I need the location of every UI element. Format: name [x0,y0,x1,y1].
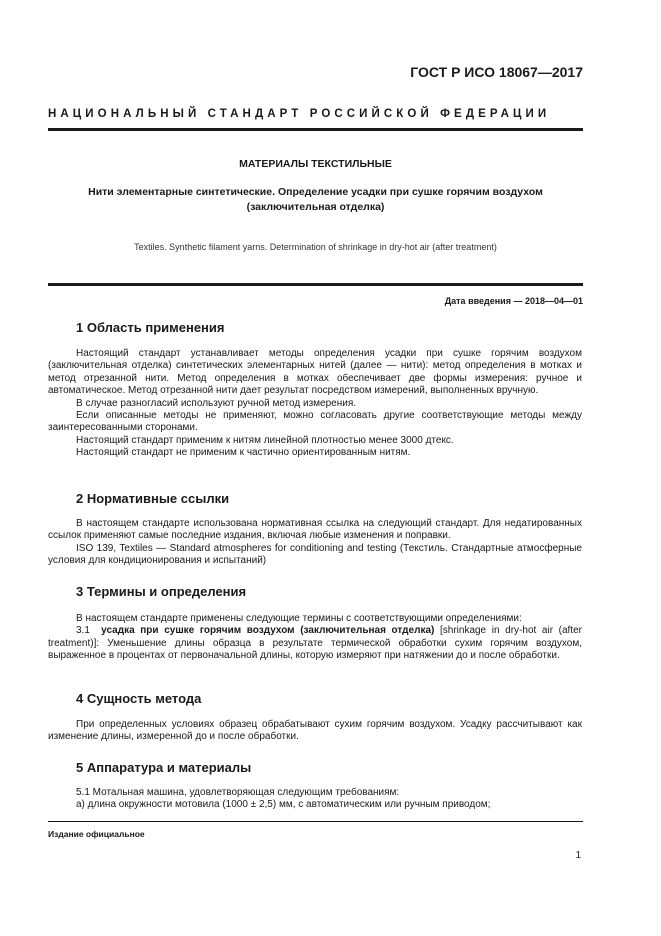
section-1-body [48,348,582,460]
section-2-paragraph-2: ISO 139, Textiles — Standard atmospheres for conditioning and testing (Текстиль. Стандартные атмосферные условия для кондиционирования и испытаний) [48,542,582,567]
section-1-paragraph-3: Если описанные методы не применяют, можно согласовать другие соответствующие методы между заинтересованными сторонами. [48,410,582,434]
section-1-paragraph-5: Настоящий стандарт не применим к частично ориентированным нитям. [76,447,411,459]
subtitle-line-1: Нити элементарные синтетические. Определение усадки при сушке горячим воздухом [88,186,543,198]
term-definition [48,625,582,662]
section-1-paragraph-1: Настоящий стандарт устанавливает методы определения усадки при сушке горячим воздухом (заключительная отделка) синтетических элементарных нитей (далее — нити): метод определения в мотках и метод отрезанной нити. Метод определения в мотках обеспечивает две формы измерения: ручное и автоматическое. Метод отрезанной нити дает результат посредством измерений, выполненных вручную. [48,348,582,397]
section-1-paragraph-4: Настоящий стандарт применим к нитям линейной плотностью менее 3000 дтекс. [76,434,454,446]
footer-divider [48,821,583,822]
section-2-body [48,518,582,568]
term-text: [shrinkage in dry-hot air (after treatment)]: Уменьшение длины образца в результате термической обработки сухим горячим воздухом, выраженное в процентах от первоначальной длины, которую измеряют при натяжении до и после обработки. [48,625,582,662]
section-3-heading: 3 Термины и определения [76,584,247,599]
section-5-body [48,787,582,812]
section-1-paragraph-2: В случае разногласий используют ручной метод измерения. [76,397,357,409]
edition-label: Издание официальное [48,829,145,839]
title-divider [48,283,583,286]
subtitle-line-2: (заключительная отделка) [246,201,385,213]
national-standard-banner: НАЦИОНАЛЬНЫЙ СТАНДАРТ РОССИЙСКОЙ ФЕДЕРАЦИИ [48,108,551,120]
section-5-heading: 5 Аппаратура и материалы [76,760,252,775]
section-4-paragraph-1: При определенных условиях образец обрабатывают сухим горячим воздухом. Усадку рассчитывают как изменение длины, измеренной до и после обработки. [48,719,582,743]
header-divider [48,128,583,131]
section-2-paragraph-1: В настоящем стандарте использована нормативная ссылка на следующий стандарт. Для недатированных ссылок применяют самые последние издания, включая любые изменения и поправки. [48,518,582,542]
page-title: МАТЕРИАЛЫ ТЕКСТИЛЬНЫЕ [239,158,392,170]
section-5-paragraph-1: 5.1 Мотальная машина, удовлетворяющая следующим требованиям: [76,787,400,798]
section-3-body [48,613,582,663]
section-1-heading: 1 Область применения [76,320,225,335]
introduction-date: Дата введения — 2018—04—01 [444,296,583,306]
section-3-paragraph-1: В настоящем стандарте применены следующие термины с соответствующими определениями: [76,613,522,624]
section-4-heading: 4 Сущность метода [76,691,202,706]
english-title: Textiles. Synthetic filament yarns. Determination of shrinkage in dry-hot air (after treatment) [134,242,497,252]
document-number: ГОСТ Р ИСО 18067—2017 [410,64,583,80]
section-5-paragraph-2: а) длина окружности мотовила (1000 ± 2,5) мм, с автоматическим или ручным приводом; [76,799,491,811]
term-number: 3.1 [76,625,90,637]
page-subtitle [48,185,583,215]
section-2-heading: 2 Нормативные ссылки [76,491,230,506]
page-number: 1 [575,850,581,861]
term-title: усадка при сушке горячим воздухом (заключительная отделка) [101,625,435,637]
section-4-body [48,719,582,744]
